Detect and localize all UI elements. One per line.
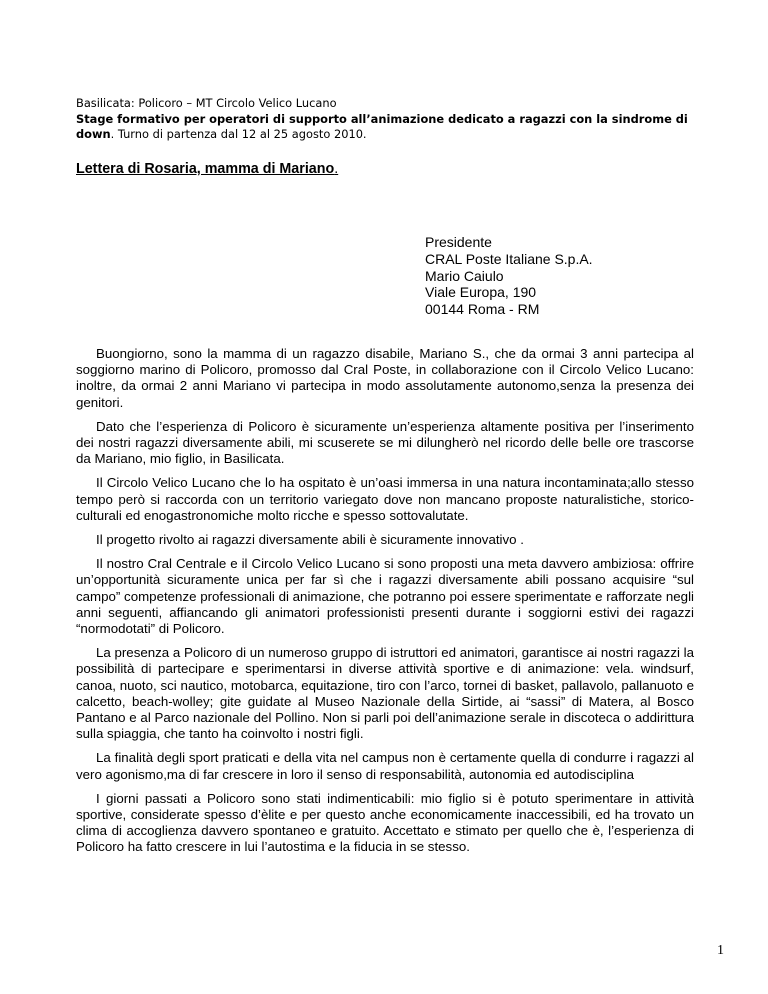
body-paragraph: Il progetto rivolto ai ragazzi diversamente abili è sicuramente innovativo .: [96, 532, 524, 548]
letter-title: [76, 161, 338, 177]
body-paragraph: La finalità degli sport praticati e della vita nel campus non è certamente quella di condurre i ragazzi al vero agonismo,ma di far crescere in loro il senso di responsabilità, autonomia ed autodisciplina: [76, 750, 694, 782]
address-line: CRAL Poste Italiane S.p.A.: [425, 250, 593, 267]
letter-body: [76, 346, 694, 856]
header-dates: . Turno di partenza dal 12 al 25 agosto 2010.: [110, 127, 367, 141]
letter-title-period: .: [334, 161, 339, 177]
header-course-title: Stage formativo per operatori di supporto all’animazione dedicato a ragazzi con la sindrome di down: [76, 111, 688, 141]
address-line: Viale Europa, 190: [425, 284, 537, 301]
page-number: 1: [717, 943, 724, 958]
recipient-address: [425, 234, 593, 318]
header-location-line: Basilicata: Policoro – MT Circolo Velico Lucano: [76, 96, 337, 110]
body-paragraph: Il nostro Cral Centrale e il Circolo Velico Lucano si sono proposti una meta davvero ambiziosa: offrire un’opportunità sicuramente unica per far sì che i ragazzi diversamente abili possano acquisire “sul campo” competenze professionali di animazione, che potranno poi essere sperimentate e rafforzate negli anni seguenti, affiancando gli animatori professionisti presenti durante i soggiorni estivi dei ragazzi “normodotati” di Policoro.: [76, 556, 694, 637]
body-paragraph: Dato che l’esperienza di Policoro è sicuramente un’esperienza altamente positiva per l’inserimento dei nostri ragazzi diversamente abili, mi scuserete se mi dilungherò nel ricordo delle belle ore trascorse da Mariano, mio figlio, in Basilicata.: [76, 418, 694, 467]
letter-title-text: Lettera di Rosaria, mamma di Mariano: [76, 161, 335, 177]
body-paragraph: Il Circolo Velico Lucano che lo ha ospitato è un’oasi immersa in una natura incontaminata;allo stesso tempo però si raccorda con un territorio variegato dove non mancano proposte naturalistiche, storico-culturali ed enogastronomiche molto ricche e spesso sottovalutate.: [76, 475, 694, 523]
body-paragraph: Buongiorno, sono la mamma di un ragazzo disabile, Mariano S., che da ormai 3 anni partecipa al soggiorno marino di Policoro, promosso dal Cral Poste, in collaborazione con il Circolo Velico Lucano: inoltre, da ormai 2 anni Mariano vi partecipa in modo assolutamente autonomo,senza la presenza dei genitori.: [76, 346, 694, 410]
address-line: 00144 Roma - RM: [425, 301, 540, 318]
address-line: Presidente: [425, 234, 492, 250]
address-line: Mario Caiulo: [425, 267, 504, 284]
document-header: [76, 96, 696, 143]
body-paragraph: I giorni passati a Policoro sono stati indimenticabili: mio figlio si è potuto sperimentare in attività sportive, considerate spesso d’èlite e per questo anche economicamente inaccessibili, ed ha trovato un clima di accoglienza davvero spontaneo e gratuito. Accettato e stimato per quello che è, l’esperienza di Policoro ha fatto crescere in lui l’autostima e la fiducia in se stesso.: [76, 790, 694, 855]
header-description: [76, 112, 696, 143]
body-paragraph: La presenza a Policoro di un numeroso gruppo di istruttori ed animatori, garantisce ai nostri ragazzi la possibilità di partecipare e sperimentarsi in diverse attività sportive e di animazione: vela. windsurf, canoa, nuoto, sci nautico, motobarca, equitazione, tiro con l’arco, tornei di basket, pallavolo, pallanuoto e calcetto, beach-wolley; gite guidate al Museo Nazionale della Sirtide, ai “sassi” di Matera, al Bosco Pantano e al Parco nazionale del Pollino. Non si parli poi dell’animazione serale in discoteca o addirittura sulla spiaggia, che tanto ha coinvolto i nostri figli.: [76, 645, 694, 742]
